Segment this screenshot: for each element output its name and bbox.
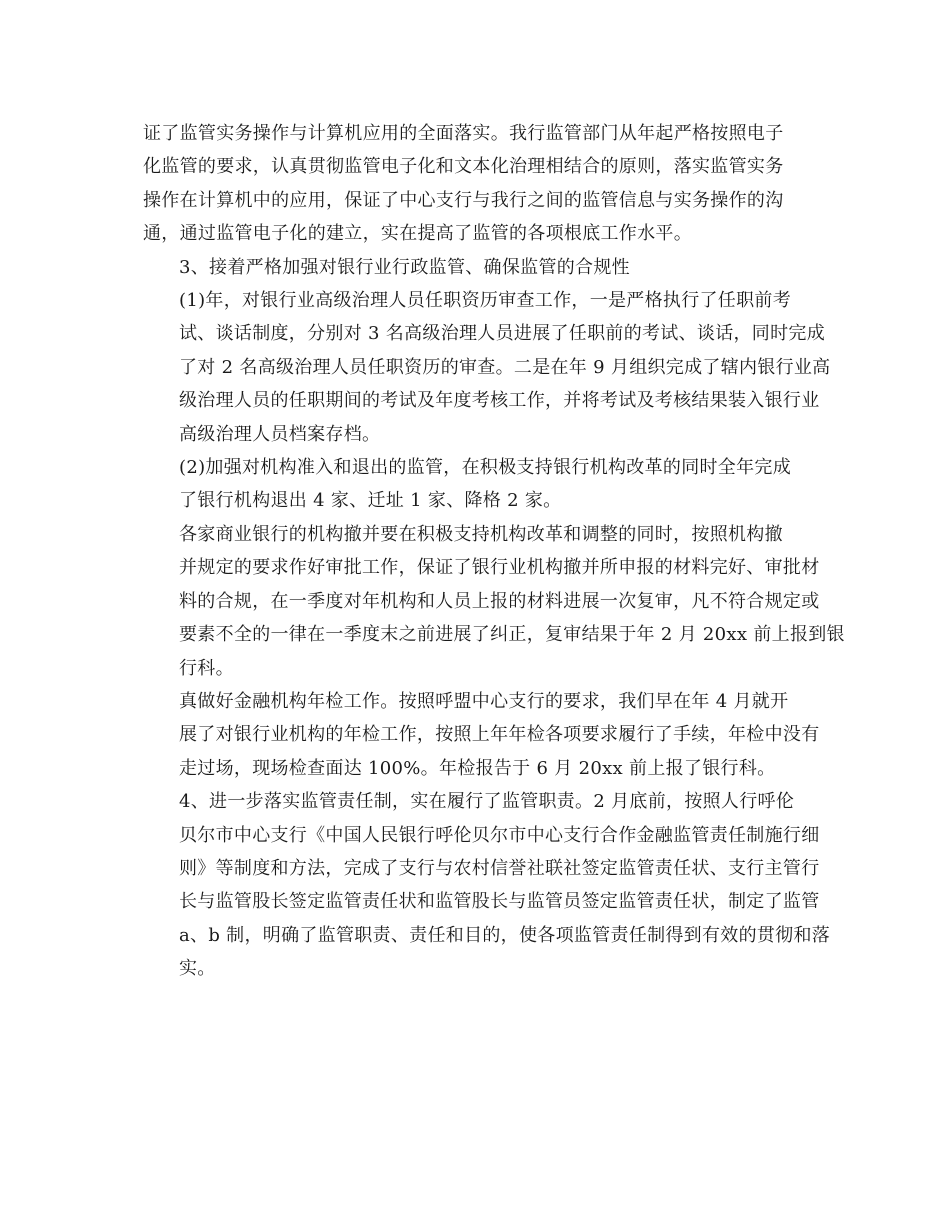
text-line: 了对 2 名高级治理人员任职资历的审查。二是在年 9 月组织完成了辖内银行业高 xyxy=(179,356,831,378)
text-line: a、b 制，明确了监管职责、责任和目的，使各项监管责任制得到有效的贯彻和落 xyxy=(179,924,831,946)
text-line: 实。 xyxy=(179,958,216,980)
text-line: 料的合规，在一季度对年机构和人员上报的材料进展一次复审，凡不符合规定或 xyxy=(179,590,820,612)
text-line: 了银行机构退出 4 家、迁址 1 家、降格 2 家。 xyxy=(179,490,562,512)
text-line: 展了对银行业机构的年检工作，按照上年年检各项要求履行了手续，年检中没有 xyxy=(179,724,820,746)
text-line: 真做好金融机构年检工作。按照呼盟中心支行的要求，我们早在年 4 月就开 xyxy=(179,690,789,712)
text-line: 证了监管实务操作与计算机应用的全面落实。我行监管部门从年起严格按照电子 xyxy=(143,123,784,144)
text-line: 行科。 xyxy=(179,657,234,679)
text-line: 各家商业银行的机构撤并要在积极支持机构改革和调整的同时，按照机构撤 xyxy=(179,523,783,545)
paragraph-2 xyxy=(143,251,807,284)
text-line: 通，通过监管电子化的建立，实在提高了监管的各项根底工作水平。 xyxy=(143,223,692,245)
text-line: 则》等制度和方法，完成了支行与农村信誉社联社签定监管责任状、支行主管行 xyxy=(179,857,820,879)
paragraph-7 xyxy=(143,785,831,985)
paragraph-5 xyxy=(143,518,845,685)
text-line: 并规定的要求作好审批工作，保证了银行业机构撤并所申报的材料完好、审批材 xyxy=(179,557,820,579)
document-body xyxy=(143,117,845,986)
text-line: 级治理人员的任职期间的考试及年度考核工作，并将考试及考核结果装入银行业 xyxy=(179,390,820,412)
text-line: 走过场，现场检查面达 100%。年检报告于 6 月 20xx 前上报了银行科。 xyxy=(179,757,776,779)
text-line: 化监管的要求，认真贯彻监管电子化和文本化治理相结合的原则，落实监管实务 xyxy=(143,156,784,178)
text-line: 3、接着严格加强对银行业行政监管、确保监管的合规性 xyxy=(179,256,630,278)
text-line: 高级治理人员档案存档。 xyxy=(179,423,381,445)
paragraph-4 xyxy=(143,451,807,518)
paragraph-6 xyxy=(143,685,820,785)
text-line: 4、进一步落实监管责任制，实在履行了监管职责。2 月底前，按照人行呼伦 xyxy=(179,791,795,813)
text-line: (1)年，对银行业高级治理人员任职资历审查工作，一是严格执行了任职前考 xyxy=(179,290,791,312)
paragraph-3 xyxy=(143,284,831,451)
text-line: (2)加强对机构准入和退出的监管，在积极支持银行机构改革的同时全年完成 xyxy=(179,457,791,479)
text-line: 长与监管股长签定监管责任状和监管股长与监管员签定监管责任状，制定了监管 xyxy=(179,891,820,913)
text-line: 操作在计算机中的应用，保证了中心支行与我行之间的监管信息与实务操作的沟 xyxy=(143,189,784,211)
text-line: 要素不全的一律在一季度末之前进展了纠正，复审结果于年 2 月 20xx 前上报到银 xyxy=(179,624,845,646)
text-line: 贝尔市中心支行《中国人民银行呼伦贝尔市中心支行合作金融监管责任制施行细 xyxy=(179,824,820,846)
paragraph-1 xyxy=(143,117,807,251)
text-line: 试、谈话制度，分别对 3 名高级治理人员进展了任职前的考试、谈话，同时完成 xyxy=(179,323,825,345)
